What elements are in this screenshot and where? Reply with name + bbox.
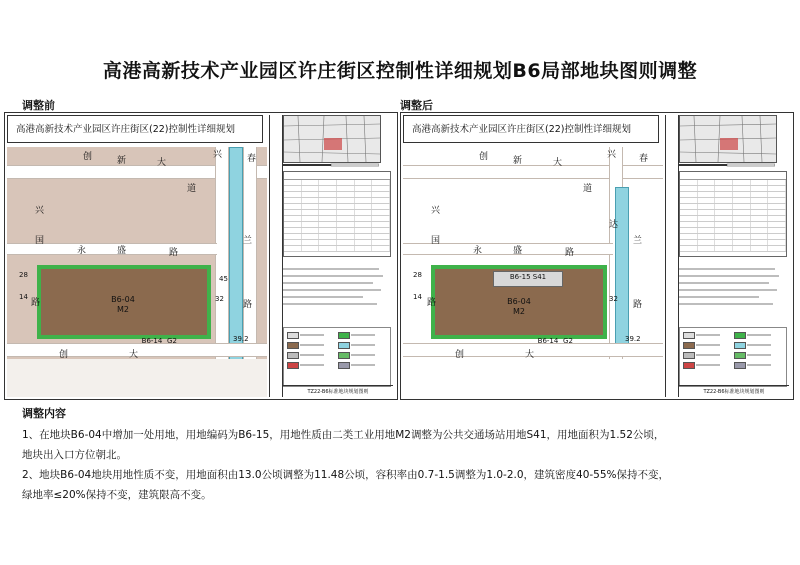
locator-map xyxy=(283,115,381,163)
road-label: 永 xyxy=(77,246,87,256)
road-label: 路 xyxy=(565,248,575,258)
road-label: 大 xyxy=(525,350,535,359)
parcel-use: M2 xyxy=(513,307,525,316)
road-label: 路 xyxy=(169,248,179,258)
road-label: 创 xyxy=(83,152,93,162)
road-label: 兴 xyxy=(431,206,441,216)
river xyxy=(615,187,629,349)
dim-label: 28 xyxy=(413,271,422,279)
legend xyxy=(679,327,787,387)
parcel-use: M2 xyxy=(117,305,129,314)
dim-label: 45 xyxy=(219,275,228,283)
parcel-code: B6-04 xyxy=(111,295,135,304)
map-before xyxy=(7,147,267,359)
parcel-code2-use: G2 xyxy=(167,337,177,345)
map-after xyxy=(403,147,663,359)
notes xyxy=(283,263,387,323)
scale-bar xyxy=(283,163,379,167)
road-label: 国 xyxy=(35,236,45,246)
road-label: 大 xyxy=(553,158,563,168)
page-title: 高港高新技术产业园区许庄街区控制性详细规划B6局部地块图则调整 xyxy=(102,60,698,82)
content-line-3: 2、地块B6-04地块用地性质不变，用地面积由13.0公顷调整为11.48公顷，容积率由0.7-1.5调整为1.0-2.0，建筑密度40-55%保持不变， xyxy=(22,469,670,481)
road-label: 春 xyxy=(639,154,649,164)
road-label: 新 xyxy=(513,156,523,166)
content-line-2: 地块出入口方位朝北。 xyxy=(22,449,127,461)
dim-label: 39.2 xyxy=(233,335,249,343)
table-row xyxy=(284,246,390,252)
road-label: 创 xyxy=(455,350,465,359)
road-label: 新 xyxy=(117,156,127,166)
road-label: 兰 xyxy=(243,236,253,246)
content-line-1: 1、在地块B6-04中增加一处用地，用地编码为B6-15，用地性质由二类工业用地M2调整为公共交通场站用地S41，用地面积为1.52公顷， xyxy=(22,429,665,441)
control-table xyxy=(283,171,391,257)
notes xyxy=(679,263,783,323)
label-before: 调整前 xyxy=(22,99,55,112)
road-label: 盛 xyxy=(513,246,523,256)
map-bottom xyxy=(7,359,267,397)
dim-label: 32 xyxy=(215,295,224,303)
panel-footer: TZ22-B6标准地块规划图则 xyxy=(679,385,789,398)
dim-label: 39.2 xyxy=(625,335,641,343)
section-heading: 调整内容 xyxy=(22,407,66,420)
road-label: 道 xyxy=(583,184,593,194)
s41-label: B6-15 S41 xyxy=(509,273,547,281)
road-label: 达 xyxy=(609,220,619,230)
road-label: 路 xyxy=(31,298,41,308)
road-label: 大 xyxy=(129,350,139,359)
strip xyxy=(665,115,679,397)
road-label: 道 xyxy=(187,184,197,194)
road-lan xyxy=(243,147,257,359)
road-xingchun-v xyxy=(215,147,229,359)
panel-after-title: 高港高新技术产业园区许庄街区(22)控制性详细规划 xyxy=(403,115,659,143)
table-row xyxy=(680,246,786,252)
road-label: 大 xyxy=(157,158,167,168)
road-label: 春 xyxy=(247,154,257,164)
road-label: 路 xyxy=(243,300,253,310)
panel-footer: TZ22-B6标准地块规划图则 xyxy=(283,385,393,398)
road-label: 创 xyxy=(59,350,69,359)
scale-bar xyxy=(679,163,775,167)
road-label: 路 xyxy=(633,300,643,310)
parcel-code: B6-04 xyxy=(507,297,531,306)
road-label: 兴 xyxy=(213,150,223,160)
map-bottom xyxy=(403,359,663,397)
road-label: 永 xyxy=(473,246,483,256)
road-label: 创 xyxy=(479,152,489,162)
road-label: 盛 xyxy=(117,246,127,256)
locator-lines xyxy=(680,116,776,162)
dim-label: 14 xyxy=(413,293,422,301)
locator-lines xyxy=(284,116,380,162)
control-table xyxy=(679,171,787,257)
table-title xyxy=(680,172,786,180)
dim-label: 32 xyxy=(609,295,618,303)
road-label: 兰 xyxy=(633,236,643,246)
river xyxy=(229,147,243,359)
parcel-code2: B6-14 xyxy=(141,337,163,345)
road-label: 路 xyxy=(427,298,437,308)
strip xyxy=(269,115,283,397)
legend xyxy=(283,327,391,387)
parcel-code2: B6-14 xyxy=(537,337,559,345)
dim-label: 28 xyxy=(19,271,28,279)
road-label: 兴 xyxy=(35,206,45,216)
parcel-code2-use: G2 xyxy=(563,337,573,345)
panel-after xyxy=(400,112,794,400)
road-label: 国 xyxy=(431,236,441,246)
table-title xyxy=(284,172,390,180)
label-after: 调整后 xyxy=(400,99,433,112)
road-label: 兴 xyxy=(607,150,617,160)
road-chuangxin xyxy=(403,165,663,179)
locator-map xyxy=(679,115,777,163)
info-column xyxy=(679,115,789,397)
info-column xyxy=(283,115,393,397)
content-line-4: 绿地率≤20%保持不变，建筑限高不变。 xyxy=(22,489,212,501)
panel-before-title: 高港高新技术产业园区许庄街区(22)控制性详细规划 xyxy=(7,115,263,143)
panel-before xyxy=(4,112,398,400)
dim-label: 14 xyxy=(19,293,28,301)
